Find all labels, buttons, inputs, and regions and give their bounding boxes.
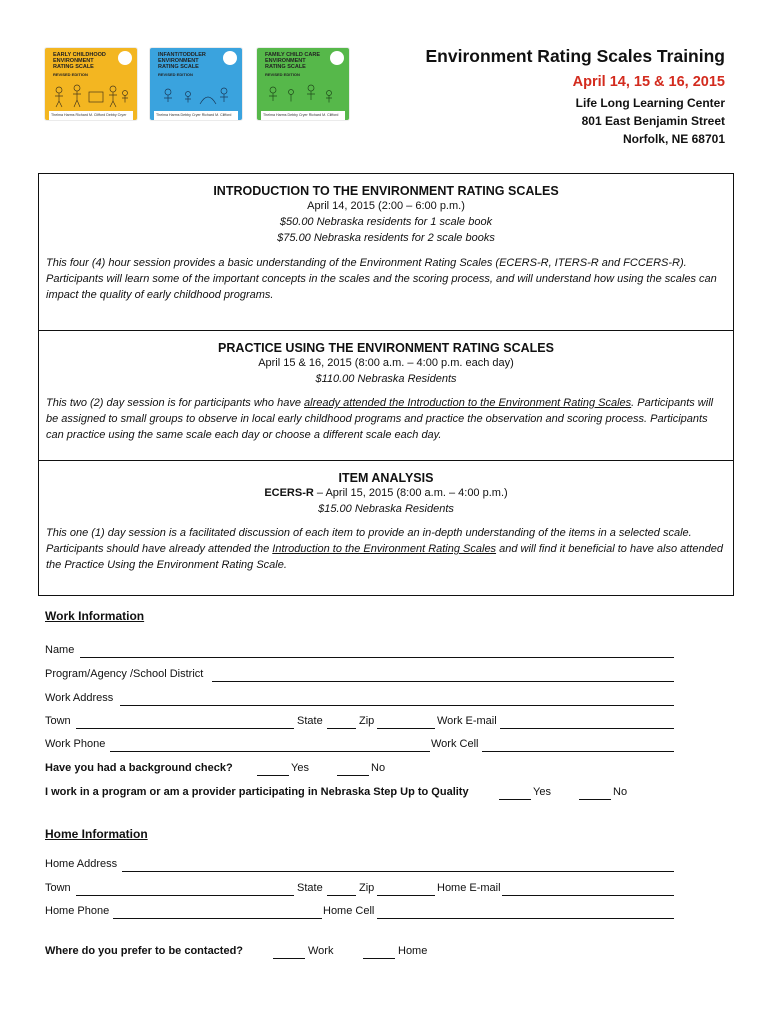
book-title: FAMILY CHILD CARE ENVIRONMENT RATING SCALE <box>265 52 321 70</box>
book-edition: REVISED EDITION <box>265 72 300 77</box>
background-yes-field[interactable] <box>257 775 289 776</box>
work-address-label: Work Address <box>45 692 114 704</box>
item-desc-link: Introduction to the Environment Rating Scales <box>272 543 497 555</box>
practice-description <box>46 395 726 443</box>
work-state-label: State <box>297 715 323 727</box>
book-edition: REVISED EDITION <box>158 72 193 77</box>
home-state-label: State <box>297 882 323 894</box>
practice-date: April 15 & 16, 2015 (8:00 a.m. – 4:00 p.m. each day) <box>258 357 514 369</box>
children-illustration-icon <box>154 78 238 108</box>
book-cover-iters <box>150 48 242 120</box>
home-cell-field[interactable] <box>377 918 674 919</box>
program-label: Program/Agency /School District <box>45 668 204 680</box>
book-edition: REVISED EDITION <box>53 72 88 77</box>
home-state-field[interactable] <box>327 895 356 896</box>
work-address-field[interactable] <box>120 705 674 706</box>
home-address-field[interactable] <box>122 871 674 872</box>
intro-price-1: $50.00 Nebraska residents for 1 scale book <box>279 216 493 228</box>
home-town-label: Town <box>45 882 71 894</box>
venue-city: Norfolk, NE 68701 <box>622 132 725 146</box>
children-illustration-icon <box>261 78 345 108</box>
practice-title: PRACTICE USING THE ENVIRONMENT RATING SCALES <box>218 341 554 355</box>
name-label: Name <box>45 644 75 656</box>
contact-work-label: Work <box>308 945 334 957</box>
seal-icon <box>118 51 132 65</box>
background-no-field[interactable] <box>337 775 369 776</box>
book-authors: Thelma Harms Debby Cryer Richard M. Clifford <box>154 111 238 120</box>
book-cover-fccers <box>257 48 349 120</box>
work-state-field[interactable] <box>327 728 356 729</box>
work-phone-field[interactable] <box>110 751 430 752</box>
item-scale: ECERS-R <box>264 487 314 499</box>
background-check-question: Have you had a background check? <box>45 762 233 774</box>
intro-description: This four (4) hour session provides a basic understanding of the Environment Rating Scales (ECERS-R, ITERS-R and FCCERS-R). Participants will learn some of the important concepts in the scales and the scoring process, and will understand how using the scales can impact the quality of early childhood programs. <box>46 257 717 301</box>
training-dates: April 14, 15 & 16, 2015 <box>572 74 725 90</box>
contact-home-field[interactable] <box>363 958 395 959</box>
home-phone-label: Home Phone <box>45 905 110 917</box>
home-phone-field[interactable] <box>113 918 322 919</box>
step-up-question: I work in a program or am a provider participating in Nebraska Step Up to Quality <box>45 786 469 798</box>
item-price: $15.00 Nebraska Residents <box>318 503 454 515</box>
intro-date: April 14, 2015 (2:00 – 6:00 p.m.) <box>307 200 465 212</box>
work-cell-label: Work Cell <box>431 738 479 750</box>
home-town-field[interactable] <box>76 895 294 896</box>
program-field[interactable] <box>212 681 674 682</box>
book-cover-ecers <box>45 48 137 120</box>
venue-street: 801 East Benjamin Street <box>581 114 725 128</box>
work-email-field[interactable] <box>500 728 674 729</box>
practice-price: $110.00 Nebraska Residents <box>315 373 457 385</box>
work-zip-label: Zip <box>359 715 375 727</box>
item-title: ITEM ANALYSIS <box>338 471 434 485</box>
book-title: INFANT/TODDLER ENVIRONMENT RATING SCALE <box>158 52 206 70</box>
work-info-heading: Work Information <box>45 609 145 623</box>
name-field[interactable] <box>80 657 674 658</box>
work-zip-field[interactable] <box>377 728 435 729</box>
contact-preference-question: Where do you prefer to be contacted? <box>45 945 244 957</box>
book-authors: Thelma Harms Richard M. Clifford Debby Cryer <box>49 111 133 120</box>
work-town-label: Town <box>45 715 71 727</box>
work-cell-field[interactable] <box>482 751 674 752</box>
home-zip-field[interactable] <box>377 895 435 896</box>
children-illustration-icon <box>49 78 133 108</box>
book-title: EARLY CHILDHOOD ENVIRONMENT RATING SCALE <box>53 52 106 70</box>
step-up-yes-field[interactable] <box>499 799 531 800</box>
step-up-no-label: No <box>613 786 628 798</box>
seal-icon <box>223 51 237 65</box>
work-phone-label: Work Phone <box>45 738 106 750</box>
intro-price-2: $75.00 Nebraska residents for 2 scale books <box>277 232 495 244</box>
home-email-field[interactable] <box>502 895 674 896</box>
item-analysis-section <box>39 460 733 597</box>
work-town-field[interactable] <box>76 728 294 729</box>
home-zip-label: Zip <box>359 882 375 894</box>
item-desc-post: and will find it beneficial to have also attended the Practice Using the Environment Rating Scale. <box>46 543 723 571</box>
home-cell-label: Home Cell <box>323 905 375 917</box>
work-email-label: Work E-mail <box>437 715 497 727</box>
intro-section <box>39 174 733 330</box>
practice-desc-post: . Participants will be assigned to small groups to observe in local early childhood programs and practice the observation and scoring process. Participants can practice using the same scale each day or choose a different scale each day. <box>46 397 714 441</box>
contact-home-label: Home <box>398 945 428 957</box>
background-no-label: No <box>371 762 386 774</box>
contact-work-field[interactable] <box>273 958 305 959</box>
item-date: – April 15, 2015 (8:00 a.m. – 4:00 p.m.) <box>313 487 508 499</box>
book-authors: Thelma Harms Debby Cryer Richard M. Clifford <box>261 111 345 120</box>
item-date-line <box>39 485 733 501</box>
background-yes-label: Yes <box>291 762 309 774</box>
home-address-label: Home Address <box>45 858 118 870</box>
practice-section <box>39 330 733 461</box>
practice-desc-pre: This two (2) day session is for participants who have <box>46 397 305 409</box>
practice-desc-link: already attended the Introduction to the Environment Rating Scales <box>304 397 632 409</box>
page-title: Environment Rating Scales Training <box>425 46 725 66</box>
venue-name: Life Long Learning Center <box>575 96 725 110</box>
step-up-no-field[interactable] <box>579 799 611 800</box>
step-up-yes-label: Yes <box>533 786 551 798</box>
seal-icon <box>330 51 344 65</box>
item-desc-pre: This one (1) day session is a facilitated discussion of each item to provide an in-depth understanding of the items in a selected scale. Participants should have already attended the <box>46 527 692 555</box>
home-email-label: Home E-mail <box>437 882 501 894</box>
item-description <box>46 525 726 573</box>
intro-title: INTRODUCTION TO THE ENVIRONMENT RATING SCALES <box>213 184 559 198</box>
sessions-box <box>38 173 734 596</box>
home-info-heading: Home Information <box>45 827 148 841</box>
